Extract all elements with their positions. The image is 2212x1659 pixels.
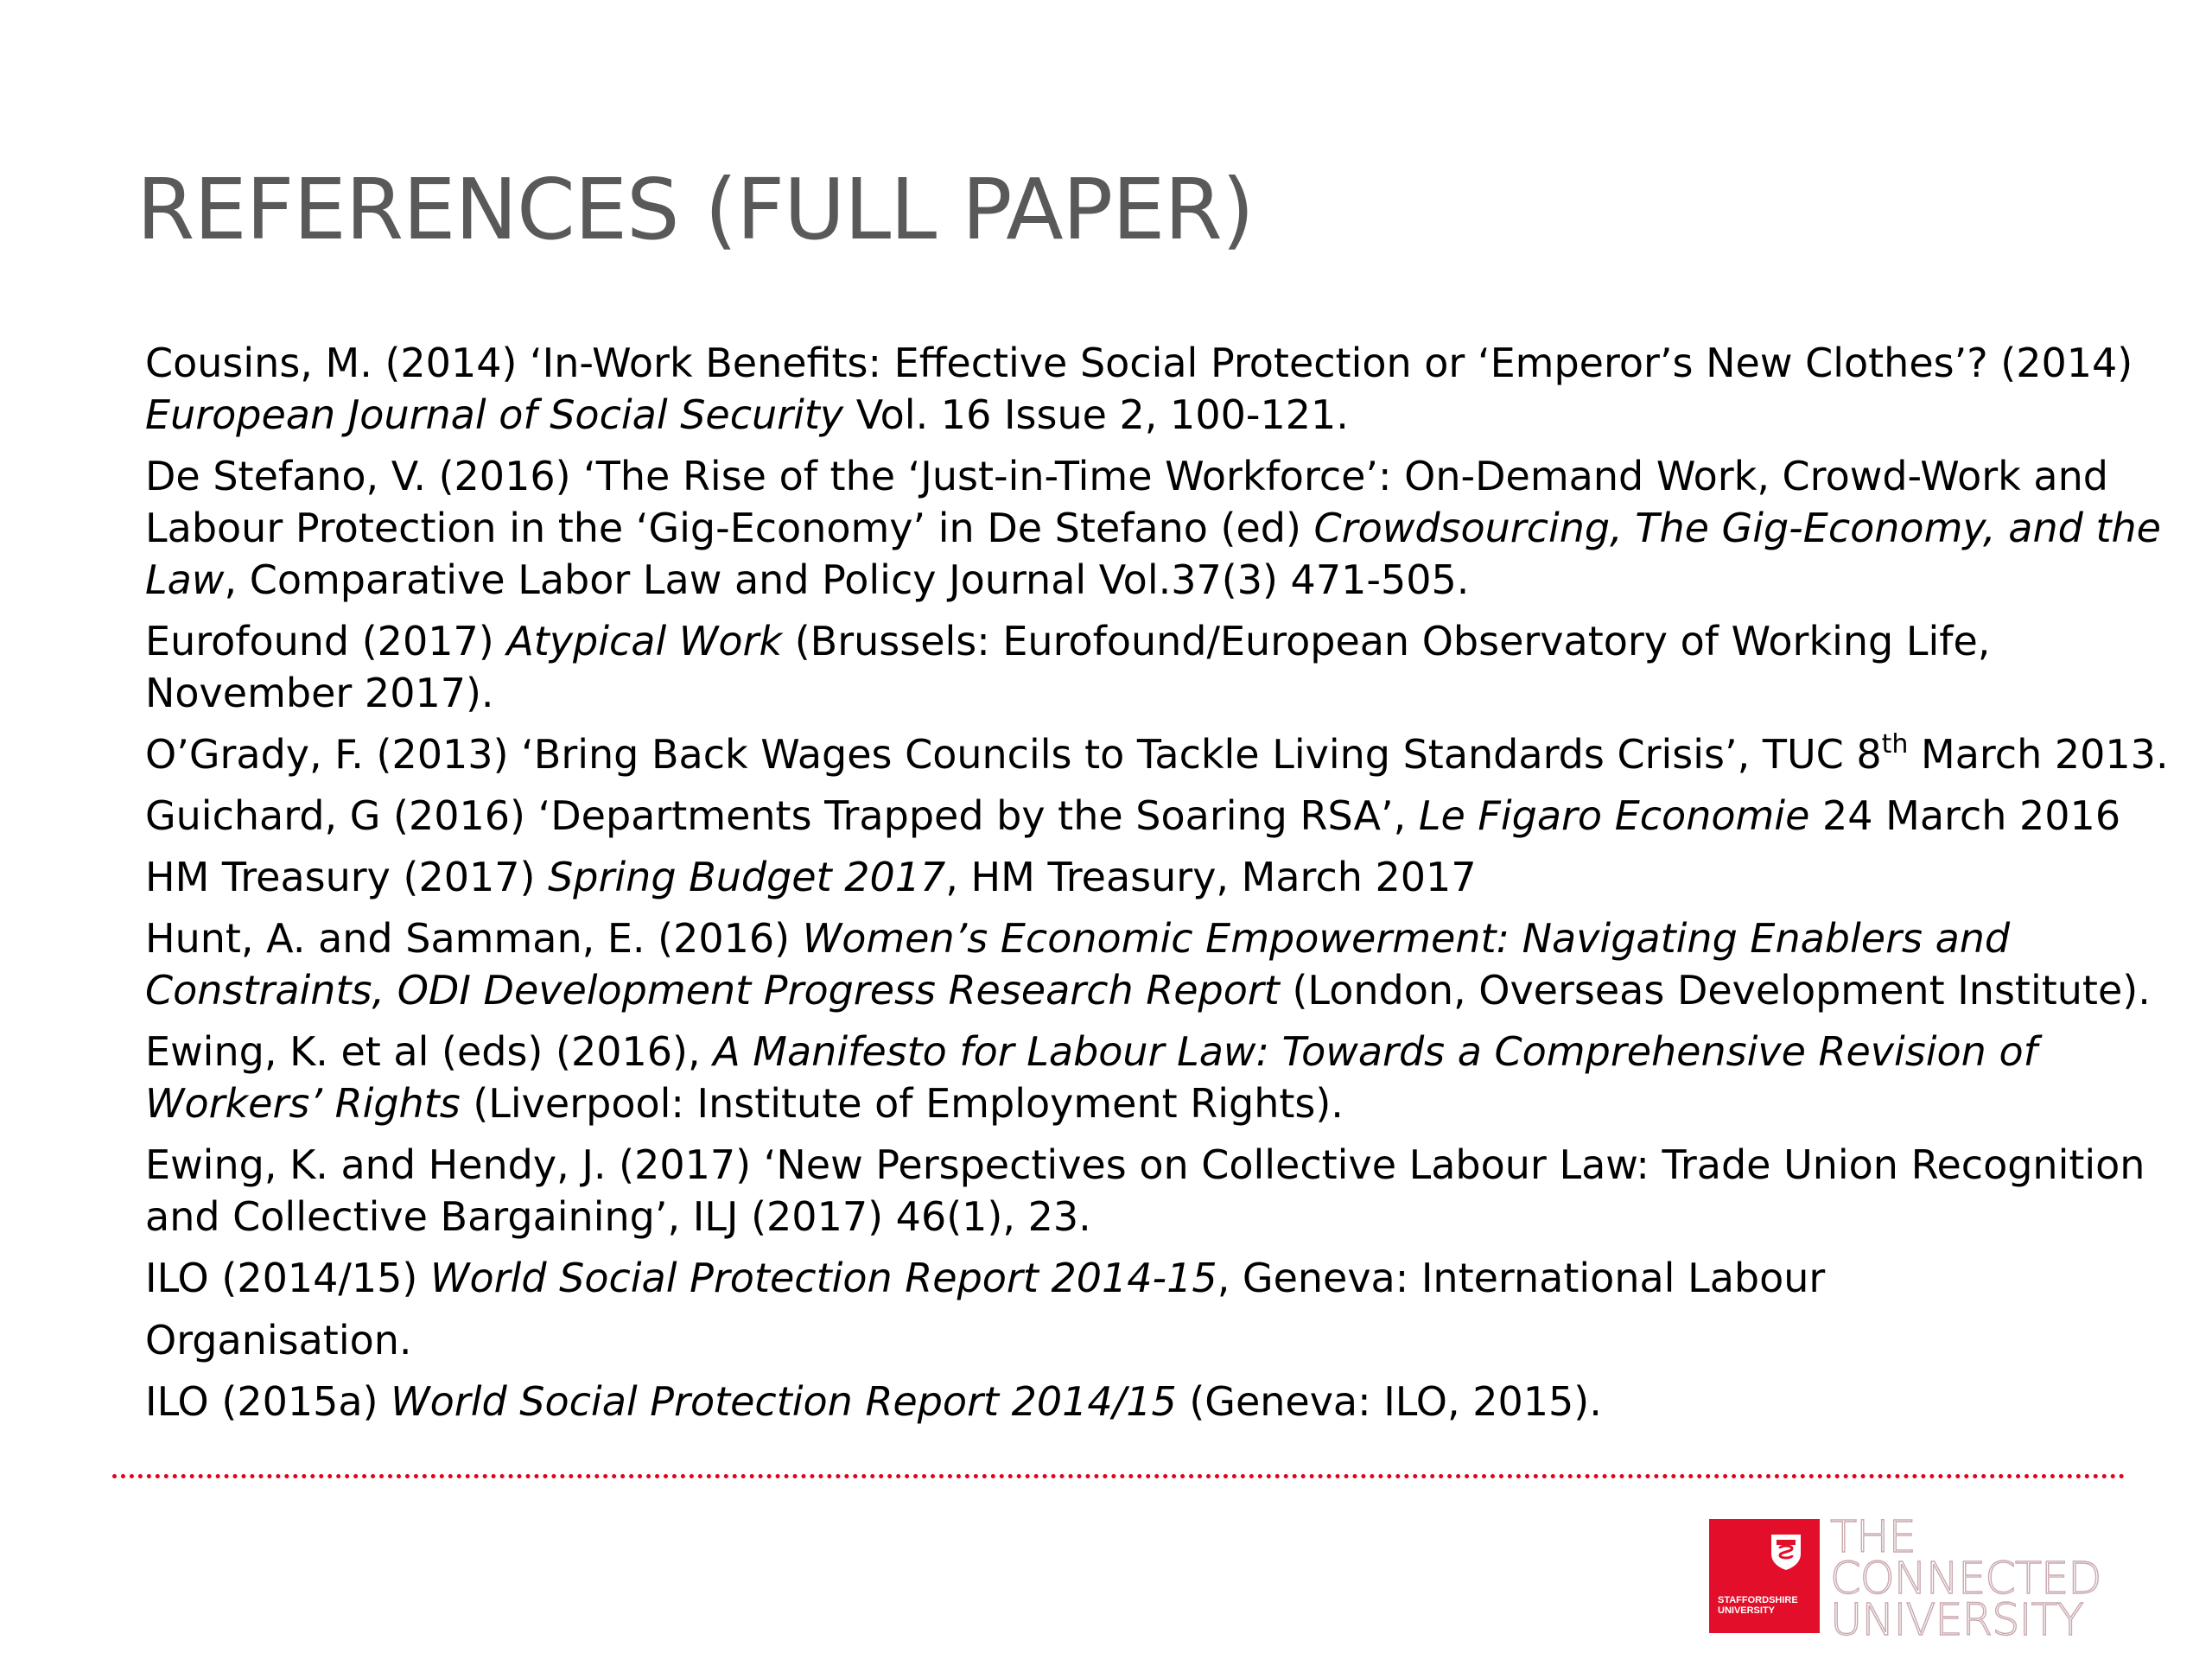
- reference-title-italic: Constraints, ODI Development Progress Research Report: [145, 967, 1280, 1014]
- tagline-line: CONNECTED: [1830, 1554, 2101, 1605]
- reference-text: Guichard, G (2016) ‘Departments Trapped by the Soaring RSA’,: [145, 792, 1419, 839]
- ordinal-suffix: th: [1881, 729, 1909, 760]
- reference-title-italic: Crowdsourcing, The Gig-Economy, and the: [1313, 505, 2161, 551]
- reference-text: , Comparative Labor Law and Policy Journal Vol.37(3) 471-505.: [224, 556, 1470, 603]
- reference-title-italic: World Social Protection Report 2014-15: [430, 1255, 1217, 1301]
- reference-line: [145, 337, 2133, 389]
- dotted-divider: [112, 1474, 2126, 1478]
- reference-entry: [145, 851, 2124, 903]
- reference-text: Ewing, K. and Hendy, J. (2017) ‘New Perspectives on Collective Labour Law: Trade Union Recognition: [145, 1141, 2145, 1188]
- reference-entry: [145, 912, 2151, 1016]
- reference-line: [145, 728, 2169, 780]
- reference-text: March 2013.: [1908, 731, 2169, 778]
- reference-text: 24 March 2016: [1809, 792, 2121, 839]
- reference-line: [145, 1026, 2124, 1077]
- reference-text: , HM Treasury, March 2017: [945, 854, 1477, 900]
- reference-text: and Collective Bargaining’, ILJ (2017) 46(1), 23.: [145, 1193, 1091, 1240]
- reference-entry: [145, 1139, 2145, 1243]
- reference-text: Vol. 16 Issue 2, 100-121.: [843, 391, 1349, 438]
- reference-text: Labour Protection in the ‘Gig-Economy’ in De Stefano (ed): [145, 505, 1314, 551]
- reference-title-italic: A Manifesto for Labour Law: Towards a Comprehensive Revision of: [713, 1028, 2037, 1075]
- reference-text: (Brussels: Eurofound/European Observatory of Working Life,: [782, 618, 1991, 664]
- reference-text: Eurofound (2017): [145, 618, 507, 664]
- reference-line: [145, 450, 2124, 502]
- reference-title-italic: Women’s Economic Empowerment: Navigating Enablers and: [802, 915, 2011, 962]
- reference-title-italic: World Social Protection Report 2014/15: [391, 1378, 1177, 1425]
- reference-entry: [145, 450, 2161, 606]
- staffordshire-university-logo: [1709, 1519, 1820, 1633]
- reference-text: , Geneva: International Labour: [1217, 1255, 1826, 1301]
- reference-line: [145, 912, 2124, 964]
- reference-title-italic: Le Figaro Economie: [1418, 792, 1810, 839]
- reference-line: [145, 1077, 2124, 1129]
- reference-text: HM Treasury (2017): [145, 854, 549, 900]
- reference-line: [145, 554, 2124, 606]
- reference-line: [145, 667, 2124, 719]
- reference-line: [145, 790, 2124, 842]
- reference-entry: [145, 615, 2124, 719]
- reference-text: ILO (2015a): [145, 1378, 391, 1425]
- slide-title: REFERENCES (FULL PAPER): [137, 161, 1254, 258]
- connected-university-tagline: [1830, 1512, 2101, 1646]
- reference-entry: [145, 337, 2133, 441]
- reference-text: Organisation.: [145, 1317, 412, 1363]
- reference-text: Ewing, K. et al (eds) (2016),: [145, 1028, 714, 1075]
- reference-text: Hunt, A. and Samman, E. (2016): [145, 915, 803, 962]
- reference-line: [145, 1252, 2124, 1304]
- reference-title-italic: Spring Budget 2017: [548, 854, 946, 900]
- reference-line: [145, 1191, 2124, 1243]
- reference-entry: [145, 790, 2124, 842]
- logo-text: STAFFORDSHIRE UNIVERSITY: [1718, 1595, 1798, 1616]
- reference-text: ILO (2014/15): [145, 1255, 430, 1301]
- reference-line: [145, 1139, 2145, 1191]
- reference-entry: [145, 1026, 2124, 1129]
- reference-line: [145, 615, 2124, 667]
- reference-text: Cousins, M. (2014) ‘In-Work Benefits: Effective Social Protection or ‘Emperor’s New Clothes’? (2014): [145, 340, 2133, 386]
- reference-line: [145, 389, 2124, 441]
- reference-entry: [145, 1252, 2124, 1366]
- reference-title-italic: European Journal of Social Security: [145, 391, 844, 438]
- reference-title-italic: Law: [145, 556, 225, 603]
- reference-text: De Stefano, V. (2016) ‘The Rise of the ‘Just-in-Time Workforce’: On-Demand Work, Crowd-Work and: [145, 453, 2108, 499]
- reference-entry: [145, 1376, 2124, 1427]
- tagline-line: UNIVERSITY: [1830, 1595, 2083, 1646]
- university-crest-icon: [1770, 1533, 1802, 1571]
- reference-text: O’Grady, F. (2013) ‘Bring Back Wages Councils to Tackle Living Standards Crisis’, TUC 8: [145, 731, 1882, 778]
- reference-line: [145, 964, 2151, 1016]
- reference-text: (London, Overseas Development Institute).: [1279, 967, 2151, 1014]
- reference-line: [145, 851, 2124, 903]
- reference-text: (Liverpool: Institute of Employment Rights).: [460, 1080, 1344, 1127]
- tagline-line: THE: [1830, 1512, 1916, 1563]
- reference-title-italic: Atypical Work: [506, 618, 783, 664]
- reference-line: [145, 502, 2161, 554]
- reference-text: (Geneva: ILO, 2015).: [1176, 1378, 1602, 1425]
- reference-text: November 2017).: [145, 670, 494, 716]
- reference-title-italic: Workers’ Rights: [145, 1080, 461, 1127]
- reference-line: [145, 1314, 2124, 1366]
- reference-entry: [145, 728, 2169, 780]
- references-list: [145, 337, 2169, 1437]
- reference-line: [145, 1376, 2124, 1427]
